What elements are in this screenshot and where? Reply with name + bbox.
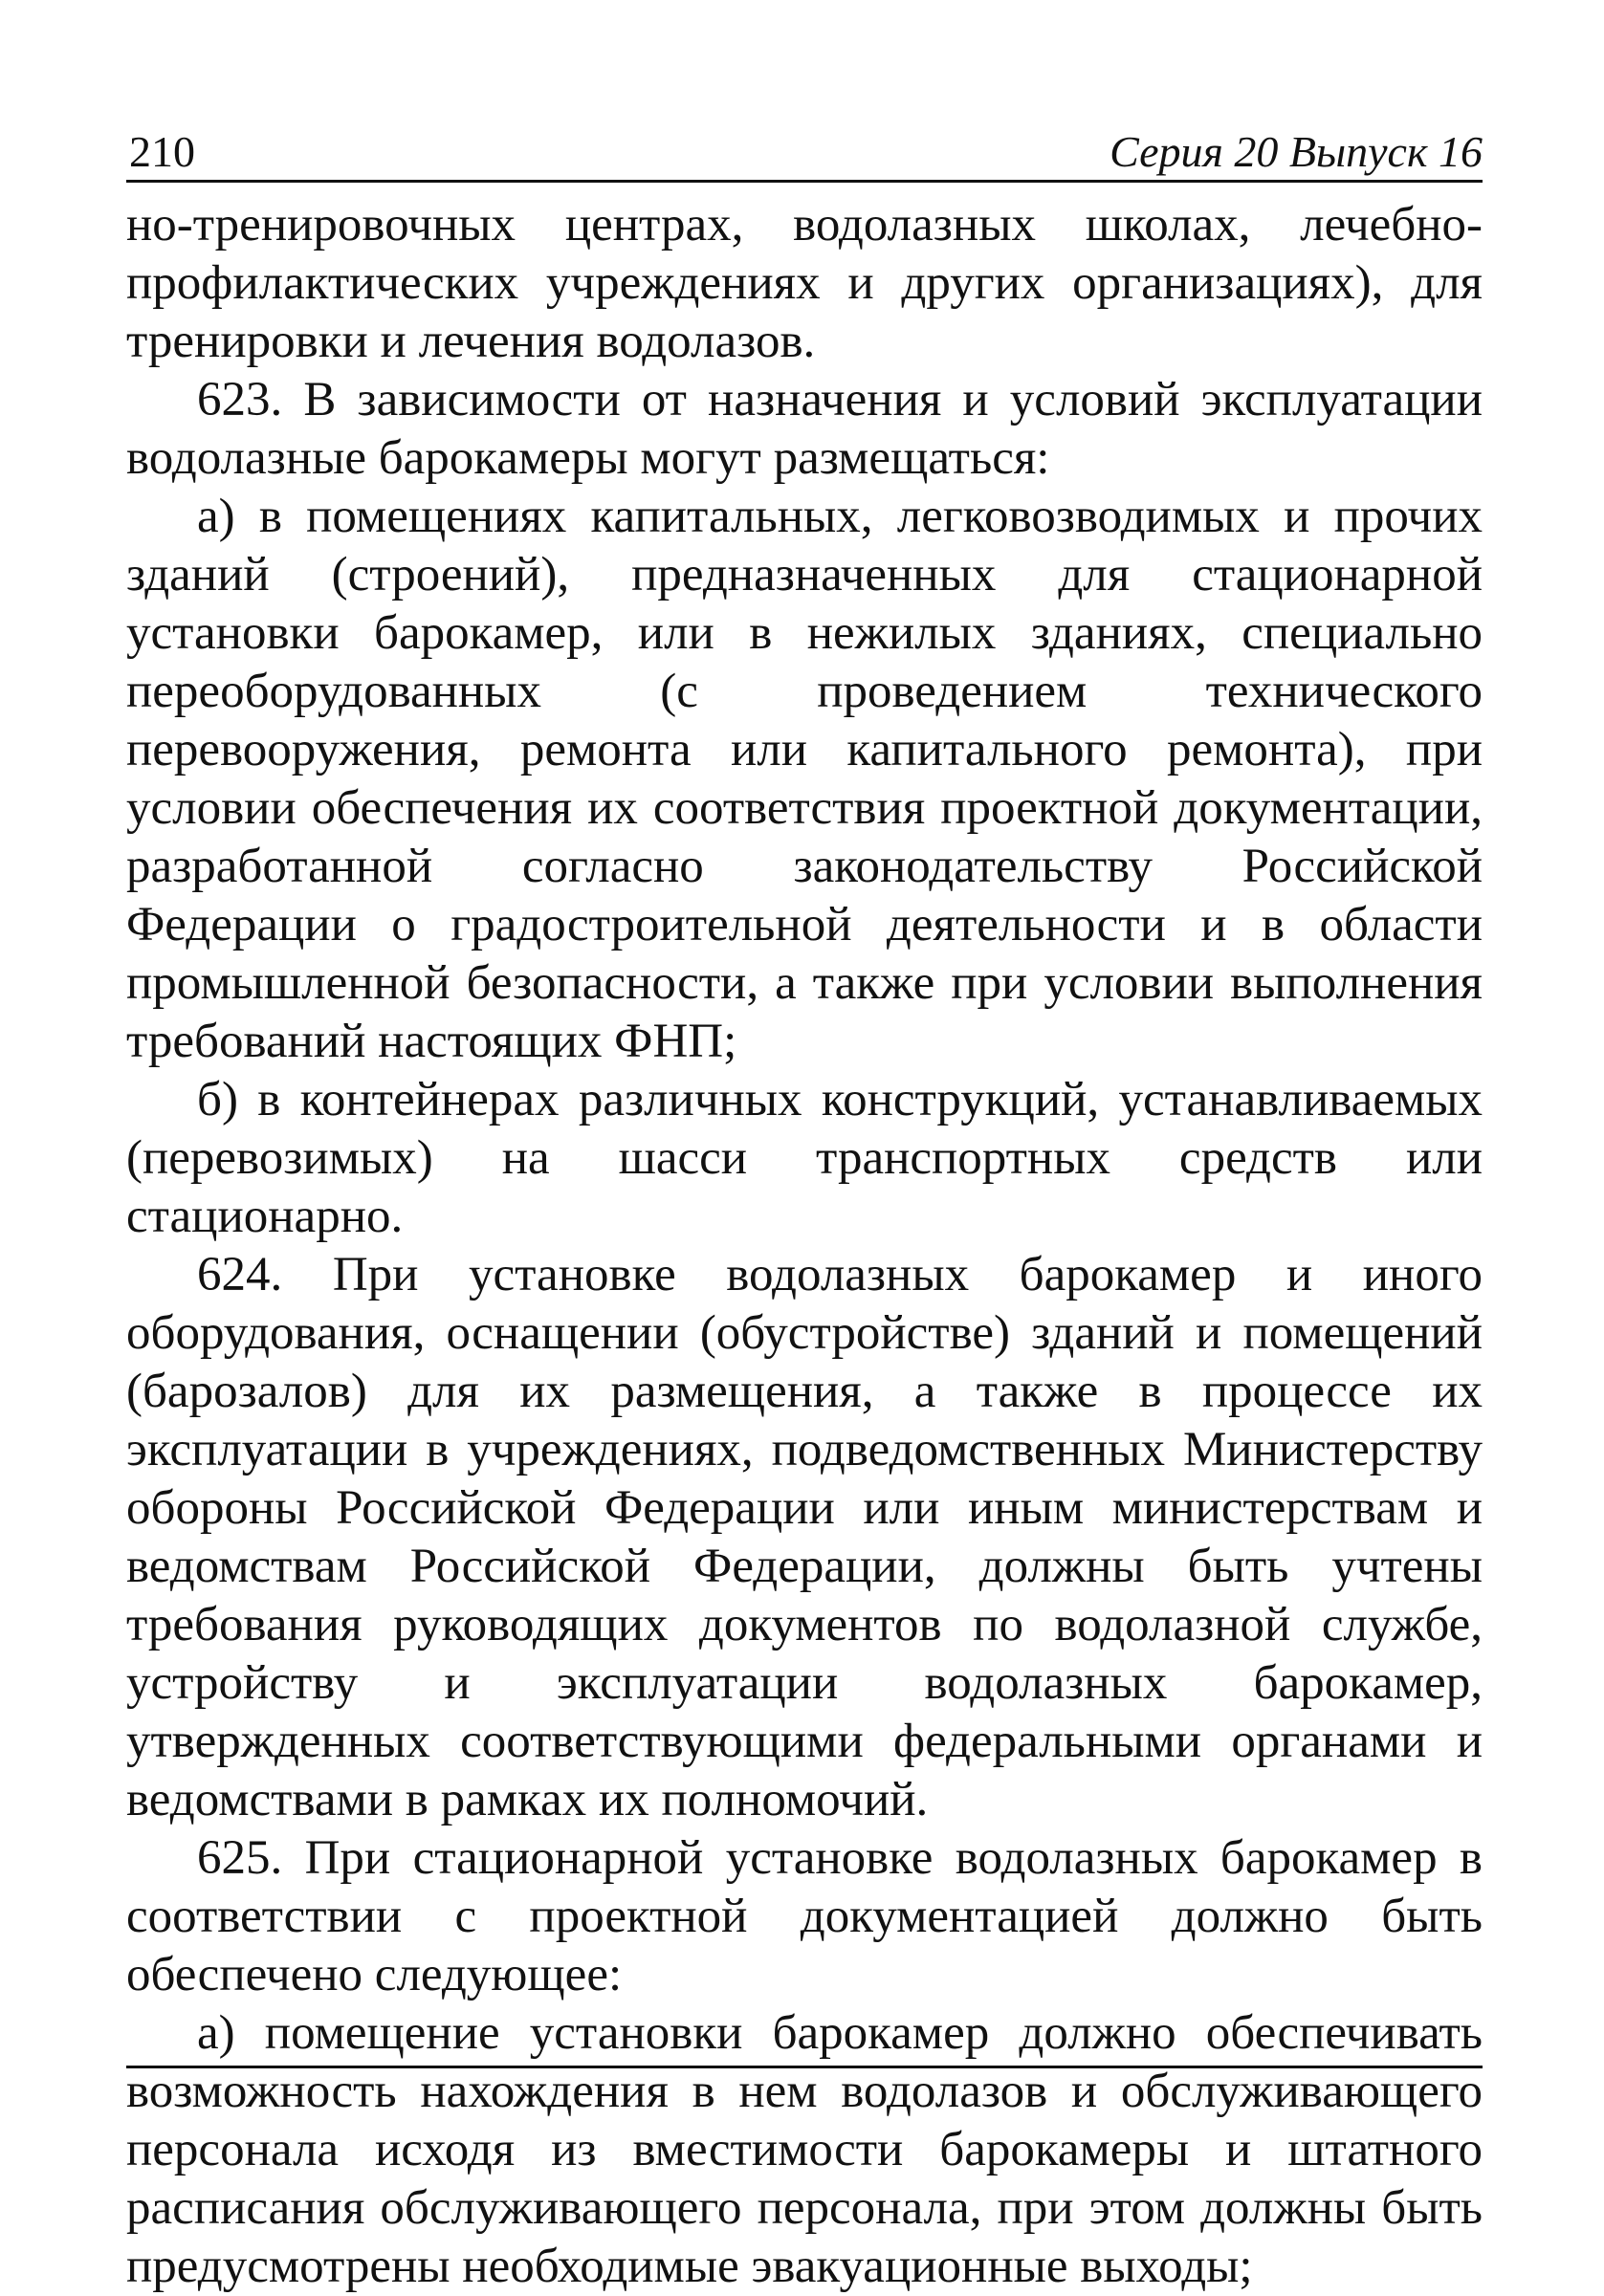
paragraph-623-a: а) в помещениях капитальных, легковозводимых и прочих зданий (строений), предназначенных для стационарной установки барокамер, или в нежилых зданиях, специально переоборудованных (с проведением технического перевооружения, ремонта или капитального ремонта), при условии обеспечения их соответствия проектной документации, разработанной согласно законодательству Российской Федерации о градостроительной деятельности и в области промышленной безопасности, а также при условии выполнения требований настоящих ФНП; [126, 490, 1483, 1068]
paragraph-623-b: б) в контейнерах различных конструкций, устанавливаемых (перевозимых) на шасси транспортных средств или стационарно. [126, 1073, 1483, 1243]
page-header [126, 122, 1483, 183]
page-number: 210 [129, 127, 195, 176]
paragraph-625-a: а) помещение установки барокамер должно обеспечивать возможность нахождения в нем водолазов и обслуживающего персонала исходя из вместимости барокамеры и штатного расписания обслуживающего персонала, при этом должны быть предусмотрены необходимые эвакуационные выходы; [126, 2006, 1483, 2293]
footer-rule [126, 2066, 1483, 2068]
paragraph-625: 625. При стационарной установке водолазных барокамер в соответствии с проектной документацией должно быть обеспечено следующее: [126, 1831, 1483, 2001]
page-body [126, 183, 1483, 2296]
document-page [126, 122, 1483, 2296]
running-title: Серия 20 Выпуск 16 [1110, 127, 1483, 176]
paragraph-624: 624. При установке водолазных барокамер и иного оборудования, оснащении (обустройстве) зданий и помещений (барозалов) для их размещения, а также в процессе их эксплуатации в учреждениях, подведомственных Министерству обороны Российской Федерации или иным министерствам и ведомствам Российской Федерации, должны быть учтены требования руководящих документов по водолазной службе, устройству и эксплуатации водолазных барокамер, утвержденных соответствующими федеральными органами и ведомствами в рамках их полномочий. [126, 1248, 1483, 1826]
paragraph-continuation: но-тренировочных центрах, водолазных школах, лечебно-профилактических учреждениях и других организациях), для тренировки и лечения водолазов. [126, 198, 1483, 368]
paragraph-623: 623. В зависимости от назначения и условий эксплуатации водолазные барокамеры могут размещаться: [126, 373, 1483, 485]
